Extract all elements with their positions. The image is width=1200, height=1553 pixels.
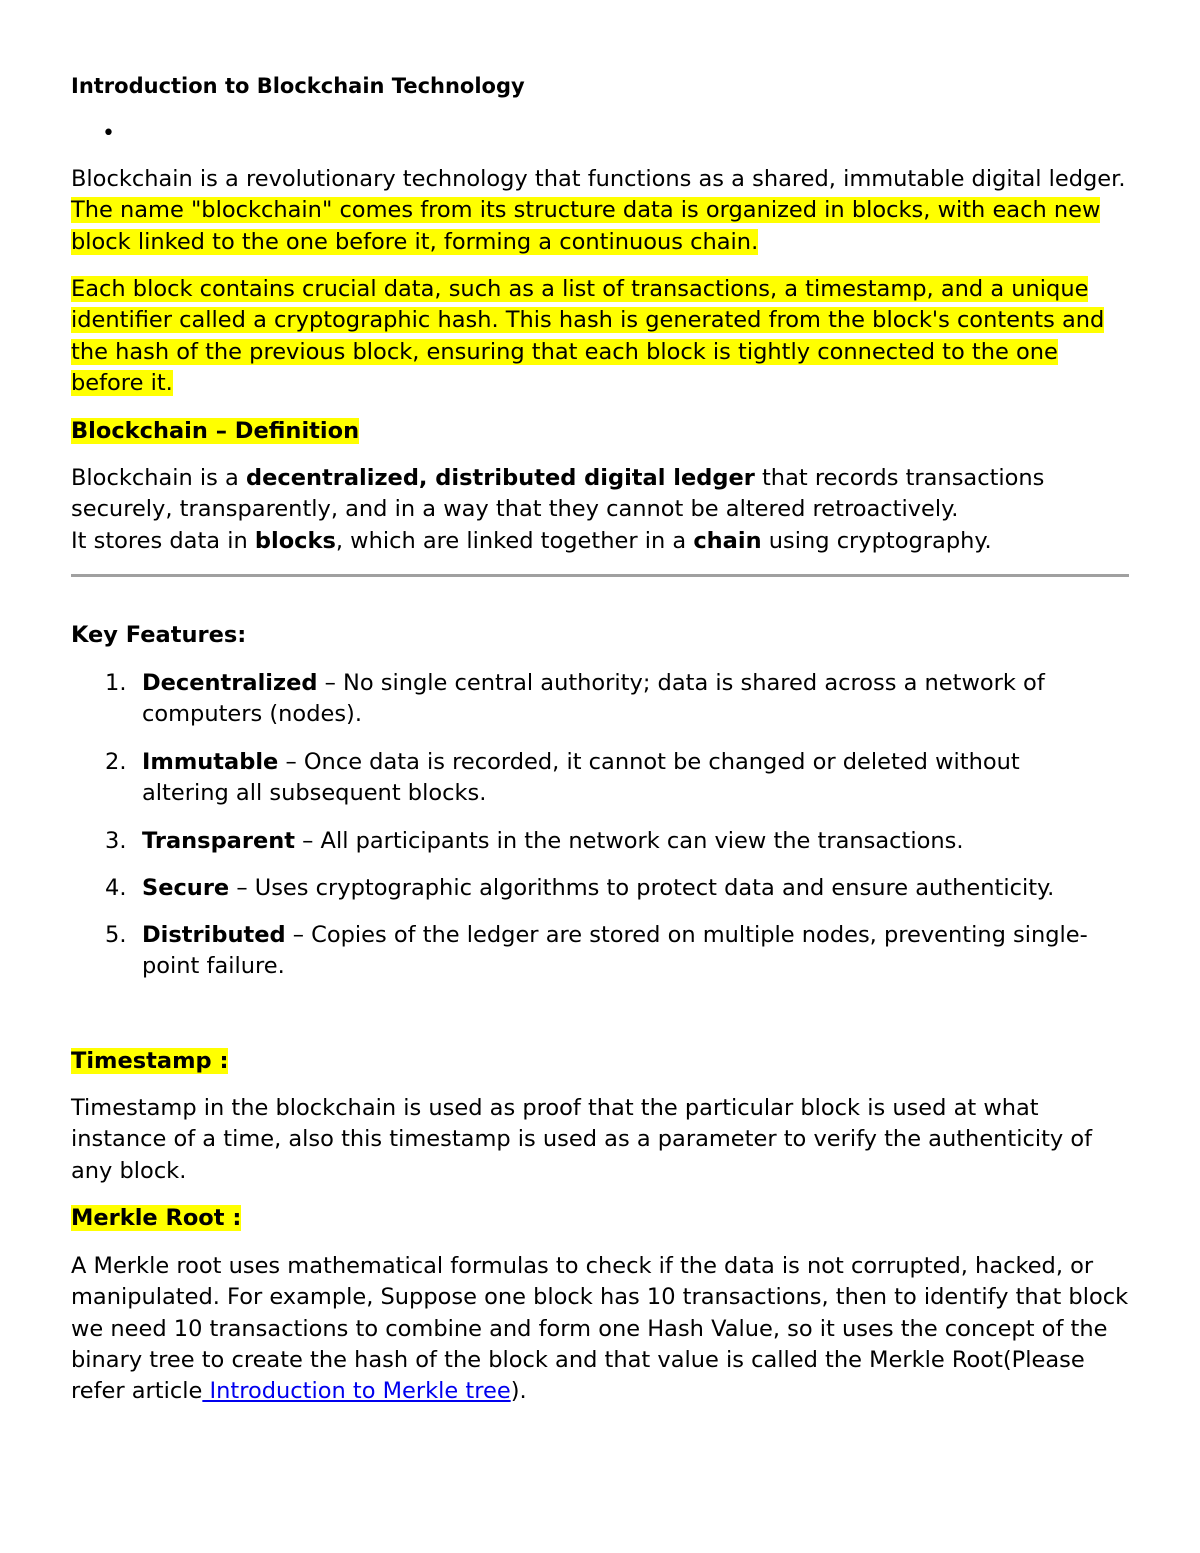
empty-bullet: • xyxy=(102,121,115,146)
block-contents-text: Each block contains crucial data, such as a list of transactions, a timestamp, and a unique identifier called a cryptographic hash. This hash is generated from the block's contents and the hash of the previous block, ensuring that each block is tightly connected to the one before it. xyxy=(71,276,1105,396)
intro-highlighted-text: The name "blockchain" comes from its structure data is organized in blocks, with each new block linked to the one before it, forming a continuous chain. xyxy=(71,197,1101,255)
document-title: Introduction to Blockchain Technology xyxy=(71,74,525,98)
timestamp-heading: Timestamp : xyxy=(71,1048,229,1074)
blocks-bold: blocks xyxy=(254,527,336,554)
merkle-heading: Merkle Root : xyxy=(71,1205,242,1231)
block-contents-paragraph xyxy=(71,274,1131,399)
key-features-heading: Key Features: xyxy=(71,622,247,648)
merkle-tree-link[interactable]: Introduction to Merkle tree xyxy=(202,1378,511,1405)
intro-plain-text: Blockchain is a revolutionary technology that functions as a shared, immutable digital ledger. xyxy=(71,166,1126,192)
timestamp-paragraph: Timestamp in the blockchain is used as proof that the particular block is used at what instance of a time, also this timestamp is used as a parameter to verify the authenticity of any block. xyxy=(71,1095,1093,1184)
intro-paragraph xyxy=(71,164,1131,258)
chain-bold: chain xyxy=(693,527,762,554)
definition-heading: Blockchain – Definition xyxy=(71,418,360,444)
definition-bold-term: decentralized, distributed digital ledger xyxy=(246,465,755,491)
definition-paragraph: Blockchain is a decentralized, distributed digital ledger that records transactions securely, transparently, and in a way that they cannot be altered retroactively. It stores data in blocks, which are linked together in a chain using cryptography. xyxy=(71,465,1045,554)
merkle-paragraph: A Merkle root uses mathematical formulas to check if the data is not corrupted, hacked, or manipulated. For example, Suppose one block has 10 transactions, then to identify that block we need 10 transactions to combine and form one Hash Value, so it uses the concept of the binary tree to create the hash of the block and that value is called the Merkle Root(Please refer article Introduction to Merkle tree). xyxy=(71,1253,1129,1405)
horizontal-rule xyxy=(71,574,1129,577)
